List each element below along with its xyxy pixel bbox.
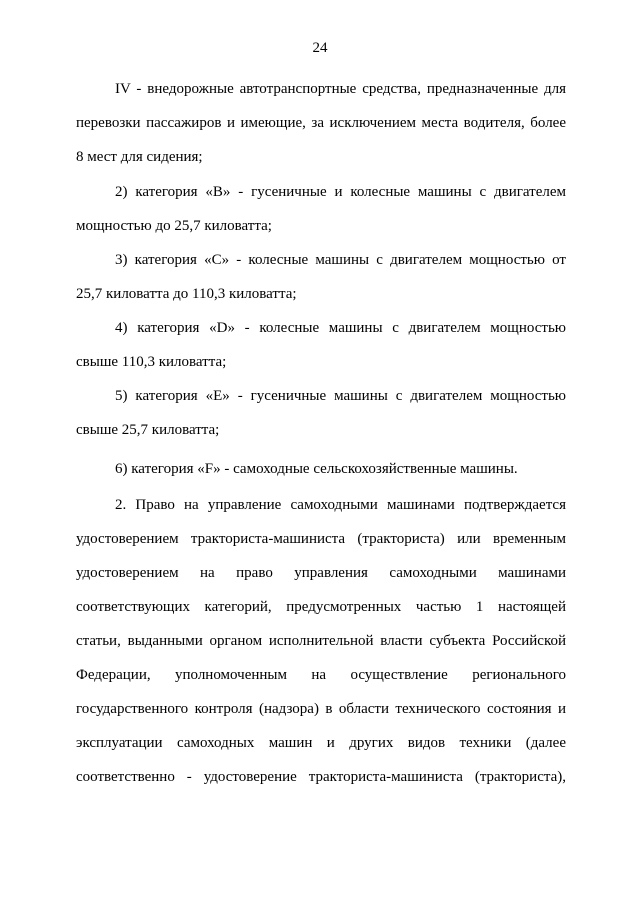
text-line: 4) категория «D» - колесные машины с двигателем мощностью: [115, 320, 566, 336]
text-line: IV - внедорожные автотранспортные средства, предназначенные для: [115, 81, 566, 97]
text-line: свыше 110,3 киловатта;: [76, 354, 227, 370]
paragraph-section-2: [76, 488, 566, 794]
page-number: 24: [312, 40, 328, 56]
text-line: 2) категория «B» - гусеничные и колесные машины с двигателем: [115, 184, 566, 200]
text-line: 2. Право на управление самоходными машинами подтверждается: [115, 497, 566, 513]
paragraph-category-iv: [76, 72, 566, 174]
text-line: государственного контроля (надзора) в области технического состояния и: [76, 701, 566, 717]
paragraph-category-c: [76, 243, 566, 311]
paragraph-category-b: [76, 175, 566, 243]
text-line: Федерации, уполномоченным на осуществление регионального: [76, 667, 566, 683]
text-line: перевозки пассажиров и имеющие, за исключением места водителя, более: [76, 115, 566, 131]
text-line: удостоверением тракториста-машиниста (тракториста) или временным: [76, 531, 566, 547]
text-line: мощностью до 25,7 киловатта;: [76, 218, 272, 234]
paragraph-category-f: [76, 452, 566, 486]
text-line: 5) категория «E» - гусеничные машины с двигателем мощностью: [115, 388, 566, 404]
text-line: соответствующих категорий, предусмотренных частью 1 настоящей: [76, 599, 566, 615]
text-line: соответственно - удостоверение тракториста-машиниста (тракториста),: [76, 769, 566, 785]
text-line: эксплуатации самоходных машин и других видов техники (далее: [76, 735, 566, 751]
text-line: удостоверением на право управления самоходными машинами: [76, 565, 566, 581]
text-line: 25,7 киловатта до 110,3 киловатта;: [76, 286, 297, 302]
text-line: 3) категория «C» - колесные машины с двигателем мощностью от: [115, 252, 566, 268]
text-line: 8 мест для сидения;: [76, 149, 203, 165]
text-line: статьи, выданными органом исполнительной власти субъекта Российской: [76, 633, 566, 649]
text-line: 6) категория «F» - самоходные сельскохозяйственные машины.: [115, 461, 518, 477]
paragraph-category-e: [76, 379, 566, 447]
paragraph-category-d: [76, 311, 566, 379]
text-line: свыше 25,7 киловатта;: [76, 422, 220, 438]
